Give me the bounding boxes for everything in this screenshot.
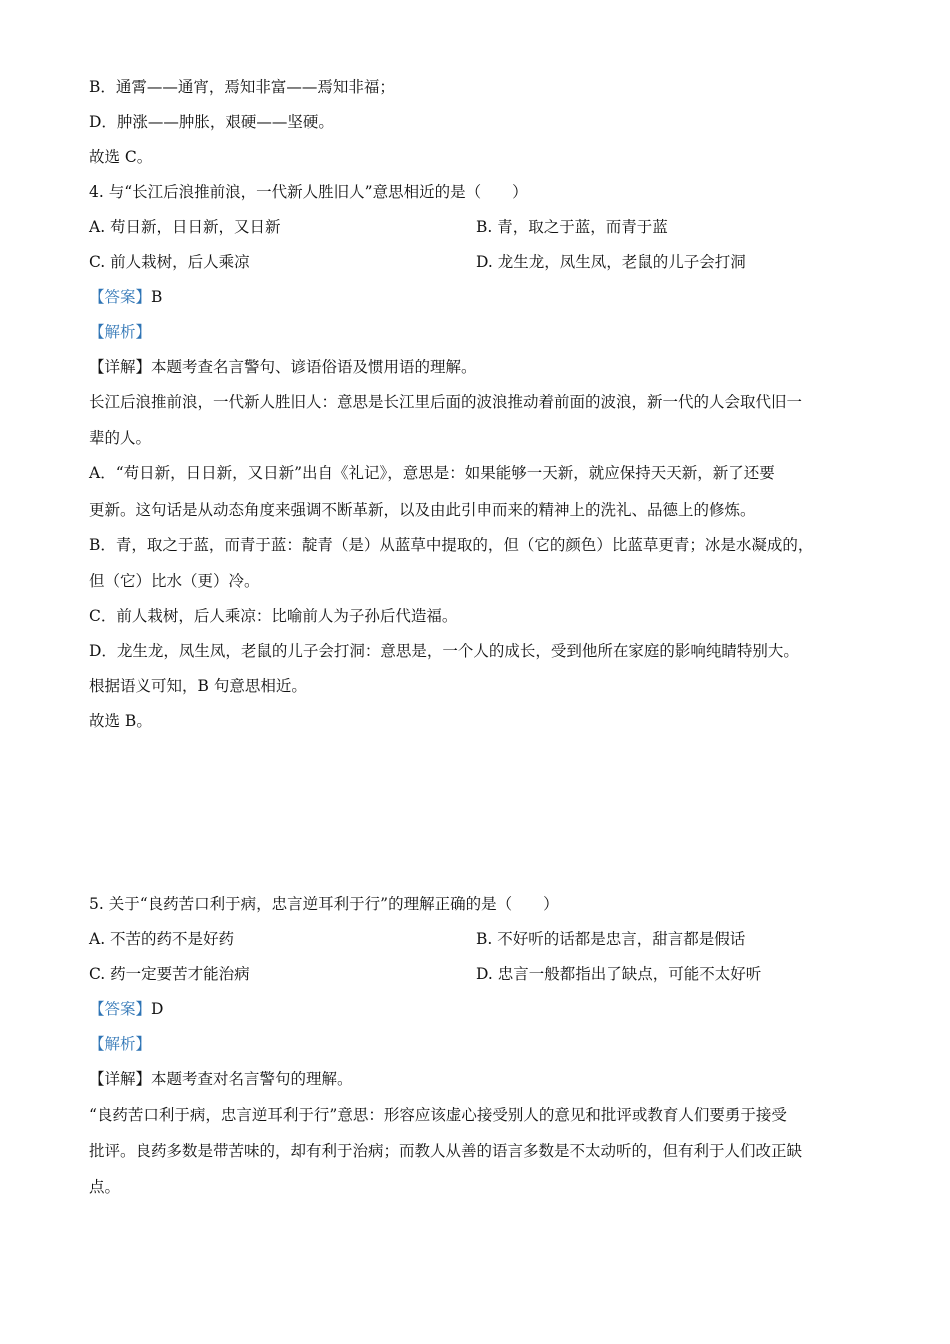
q4-b-explain-line-2: 但（它）比水（更）冷。 [89, 572, 260, 590]
q4-explain-line-1: 长江后浪推前浪，一代新人胜旧人：意思是长江里后面的波浪推动着前面的波浪，新一代的人会取代旧一 [89, 393, 803, 411]
q5-answer-line [89, 999, 869, 1019]
q4-detail-tag: 【详解】 [89, 358, 152, 376]
q4-detail-intro: 本题考查名言警句、谚语俗语及惯用语的理解。 [151, 358, 477, 376]
q5-explain-line-2: 批评。良药多数是带苦味的，却有利于治病；而教人从善的语言多数是不太动听的，但有利于人们改正缺 [89, 1142, 803, 1160]
q5-answer-value: D [151, 1000, 164, 1018]
q5-explain-line-1: “良药苦口利于病，忠言逆耳利于行”意思：形容应该虚心接受别人的意见和批评或教育人们要勇于接受 [89, 1106, 787, 1124]
q5-explain-line-3: 点。 [89, 1178, 121, 1196]
q4-question: 4. 与“长江后浪推前浪，一代新人胜旧人”意思相近的是（ ） [89, 183, 528, 201]
q4-option-a: A. 苟日新，日日新，又日新 [89, 218, 281, 236]
q4-summary: 根据语义可知，B 句意思相近。 [89, 677, 307, 695]
q5-option-a: A. 不苦的药不是好药 [89, 930, 235, 948]
q5-detail-intro: 本题考查对名言警句的理解。 [151, 1070, 353, 1088]
q4-analysis-tag: 【解析】 [89, 323, 152, 341]
q4-detail-line [89, 357, 869, 377]
q4-answer-line [89, 287, 869, 307]
q4-explain-line-2: 辈的人。 [89, 429, 152, 447]
q4-option-b: B. 青，取之于蓝，而青于蓝 [476, 218, 668, 236]
q4-option-c: C. 前人栽树，后人乘凉 [89, 253, 250, 271]
q4-answer-value: B [151, 288, 163, 306]
q4-d-explain: D．龙生龙，凤生凤，老鼠的儿子会打洞：意思是，一个人的成长，受到他所在家庭的影响纯睛特别大。 [89, 642, 799, 660]
q5-question: 5. 关于“良药苦口利于病，忠言逆耳利于行”的理解正确的是（ ） [89, 895, 559, 913]
q5-detail-tag: 【详解】 [89, 1070, 152, 1088]
q3-conclusion: 故选 C。 [89, 148, 153, 166]
q4-c-explain: C．前人栽树，后人乘凉：比喻前人为子孙后代造福。 [89, 607, 458, 625]
q5-analysis-tag: 【解析】 [89, 1035, 152, 1053]
q5-option-c: C. 药一定要苦才能治病 [89, 965, 250, 983]
q5-option-d: D. 忠言一般都指出了缺点，可能不太好听 [476, 965, 762, 983]
q4-b-explain-line-1: B．青，取之于蓝，而青于蓝：靛青（是）从蓝草中提取的，但（它的颜色）比蓝草更青；冰是水凝成的， [89, 536, 814, 554]
q5-answer-tag: 【答案】 [89, 1000, 152, 1018]
q4-answer-tag: 【答案】 [89, 288, 152, 306]
q3-option-d-explanation: D．肿涨——肿胀，艰硬——坚硬。 [89, 113, 334, 131]
q4-conclusion: 故选 B。 [89, 712, 152, 730]
q4-a-explain-line-1: A．“苟日新，日日新，又日新”出自《礼记》，意思是：如果能够一天新，就应保持天天新，新了还要 [89, 464, 775, 482]
q5-option-b: B. 不好听的话都是忠言，甜言都是假话 [476, 930, 746, 948]
q3-option-b-explanation: B．通霄——通宵，焉知非富——焉知非福； [89, 78, 395, 96]
q4-option-d: D. 龙生龙，凤生凤，老鼠的儿子会打洞 [476, 253, 746, 271]
q5-detail-line [89, 1069, 869, 1089]
q4-a-explain-line-2: 更新。这句话是从动态角度来强调不断革新，以及由此引申而来的精神上的洗礼、品德上的修炼。 [89, 501, 756, 519]
